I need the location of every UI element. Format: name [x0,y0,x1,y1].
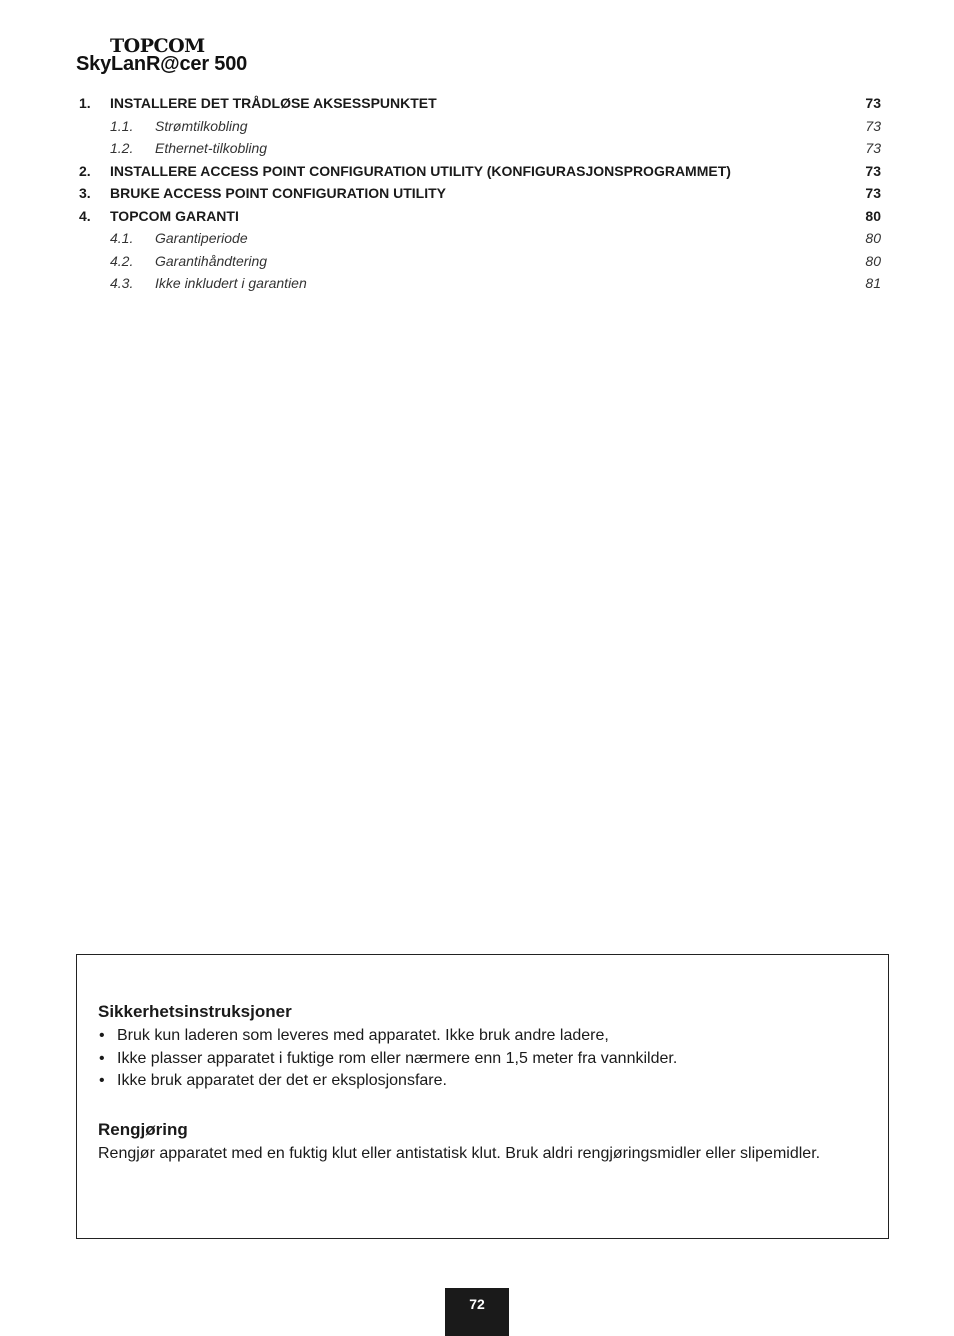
toc-page: 80 [865,230,881,246]
toc-entry[interactable] [79,115,881,138]
toc-title: INSTALLERE ACCESS POINT CONFIGURATION UTILITY (KONFIGURASJONSPROGRAMMET) [110,162,731,179]
safety-item [98,1070,858,1093]
toc-entry[interactable] [79,227,881,250]
toc-title: TOPCOM GARANTI [110,207,239,224]
safety-list [98,1025,858,1093]
toc-entry[interactable] [79,137,881,160]
toc-number: 4. [79,207,91,224]
toc-title: Ikke inkludert i garantien [155,275,307,291]
safety-heading: Sikkerhetsinstruksjoner [98,1002,292,1021]
toc-title: Strømtilkobling [155,117,248,134]
toc-title: Garantihåndtering [155,252,268,269]
toc-number: 1. [79,95,91,111]
toc-entry[interactable] [79,250,881,273]
bullet-icon: • [99,1049,105,1067]
toc-page: 73 [865,185,881,201]
toc-entry[interactable] [79,92,881,115]
cleaning-heading: Rengjøring [98,1119,188,1139]
toc-title: INSTALLERE DET TRÅDLØSE AKSESSPUNKTET [110,95,437,111]
toc-number: 1.1. [110,117,134,134]
safety-item [98,1025,858,1048]
page-number: 72 [445,1288,509,1336]
toc-number: 4.1. [110,230,134,246]
toc-number: 3. [79,185,91,201]
toc-entry[interactable] [79,182,881,205]
cleaning-text: Rengjør apparatet med en fuktig klut eller antistatisk klut. Bruk aldri rengjøringsmidler eller slipemidler. [98,1144,821,1162]
safety-notice-box [76,954,889,1239]
notice-content [98,999,858,1165]
toc-page: 73 [865,162,881,179]
toc-number: 4.2. [110,252,134,269]
bullet-icon: • [99,1027,105,1044]
toc-title: Ethernet-tilkobling [155,140,268,156]
toc-page: 81 [865,275,881,291]
safety-item-text: Bruk kun laderen som leveres med apparatet. Ikke bruk andre ladere, [117,1027,609,1044]
safety-item-text: Ikke plasser apparatet i fuktige rom eller nærmere enn 1,5 meter fra vannkilder. [117,1049,678,1067]
toc-number: 1.2. [110,140,134,156]
toc-page: 80 [865,252,881,269]
safety-item-text: Ikke bruk apparatet der det er eksplosjonsfare. [117,1072,447,1089]
brand-wordmark: TOPCOM [110,35,205,56]
toc-entry[interactable] [79,205,881,228]
toc-entry[interactable] [79,160,881,183]
toc-entry[interactable] [79,272,881,295]
safety-item [98,1048,858,1071]
toc-page: 73 [865,140,881,156]
toc-title: Garantiperiode [155,230,248,246]
toc-number: 4.3. [110,275,134,291]
bullet-icon: • [99,1072,105,1089]
toc-title: BRUKE ACCESS POINT CONFIGURATION UTILITY [110,185,446,201]
product-name: SkyLanR@cer 500 [76,53,248,75]
toc-page: 80 [865,207,881,224]
table-of-contents [79,92,881,295]
toc-page: 73 [865,117,881,134]
toc-page: 73 [865,95,881,111]
toc-number: 2. [79,162,91,179]
